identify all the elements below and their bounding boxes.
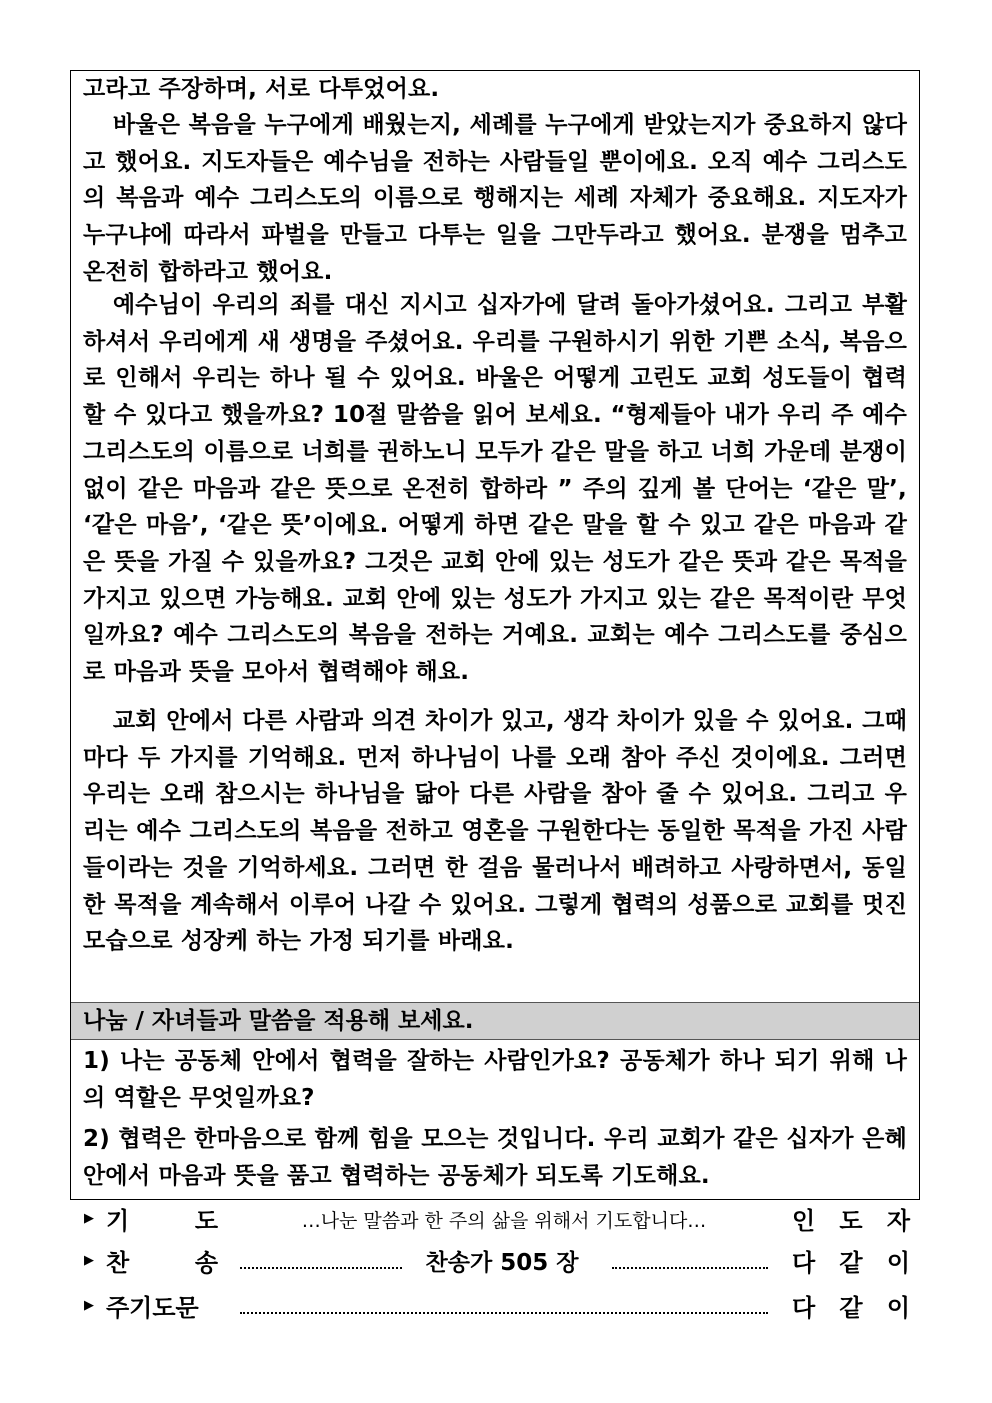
order-leader-prayer: 인 도 자 xyxy=(792,1207,910,1235)
sharing-question-1: 1) 나는 공동체 안에서 협력을 잘하는 사람인가요? 공동체가 하나 되기 위해 나의 역할은 무엇일까요? xyxy=(83,1048,907,1111)
content-box xyxy=(70,70,920,1200)
leader-dots xyxy=(240,1267,402,1269)
leader-dots xyxy=(612,1267,768,1269)
order-row-lords-prayer xyxy=(84,1288,910,1328)
order-label-lords-prayer: 주기도문 xyxy=(106,1294,199,1322)
paragraph-paul-baptism: 바울은 복음을 누구에게 배웠는지, 세례를 누구에게 받았는지가 중요하지 않다고 했어요. 지도자들은 예수님을 전하는 사람들일 뿐이에요. 오직 예수 그리스도의 복음과 예수 그리스도의 이름으로 행해지는 세례 자체가 중요해요. 지도자가 누구냐에 따라서 파벌을 만들고 다투는 일을 그만두라고 했어요. 분쟁을 멈추고 온전히 합하라고 했어요. xyxy=(83,112,907,285)
paragraph-cooperation: 교회 안에서 다른 사람과 의견 차이가 있고, 생각 차이가 있을 수 있어요. 그때마다 두 가지를 기억해요. 먼저 하나님이 나를 오래 참아 주신 것이에요. 그러면 우리는 오래 참으시는 하나님을 닮아 다른 사람을 참아 줄 수 있어요. 그리고 우리는 예수 그리스도의 복음을 전하고 영혼을 구원한다는 동일한 목적을 가진 사람들이라는 것을 기억하세요. 그러면 한 걸음 물러나서 배려하고 사랑하면서, 동일한 목적을 계속해서 이루어 나갈 수 있어요. 그렇게 협력의 성품으로 교회를 멋진 모습으로 성장케 하는 가정 되기를 바래요. xyxy=(83,708,907,955)
order-desc-hymn: 찬송가 505 장 xyxy=(425,1250,579,1276)
arrow-icon: ▶ xyxy=(84,1211,94,1226)
order-label-prayer: 기 도 xyxy=(106,1207,218,1235)
order-leader-lords-prayer: 다 같 이 xyxy=(792,1294,910,1322)
sharing-title: 나눔 / 자녀들과 말씀을 적용해 보세요. xyxy=(83,1008,474,1034)
leader-dots xyxy=(240,1312,768,1314)
arrow-icon: ▶ xyxy=(84,1298,94,1313)
paragraph-continuation: 고라고 주장하며, 서로 다투었어요. xyxy=(83,76,440,102)
order-leader-hymn: 다 같 이 xyxy=(792,1249,910,1277)
order-desc-prayer: …나눈 말씀과 한 주의 삶을 위해서 기도합니다… xyxy=(301,1210,707,1232)
arrow-icon: ▶ xyxy=(84,1253,94,1268)
paragraph-gospel-unity: 예수님이 우리의 죄를 대신 지시고 십자가에 달려 돌아가셨어요. 그리고 부활하셔서 우리에게 새 생명을 주셨어요. 우리를 구원하시기 위한 기쁜 소식, 복음으로 인해서 우리는 하나 될 수 있어요. 바울은 어떻게 고린도 교회 성도들이 협력할 수 있다고 했을까요? 10절 말씀을 읽어 보세요. “형제들아 내가 우리 주 예수 그리스도의 이름으로 너희를 권하노니 모두가 같은 말을 하고 너희 가운데 분쟁이 없이 같은 마음과 같은 뜻으로 온전히 합하라 ” 주의 깊게 볼 단어는 ‘같은 말’, ‘같은 마음’, ‘같은 뜻’이에요. 어떻게 하면 같은 말을 할 수 있고 같은 마음과 같은 뜻을 가질 수 있을까요? 그것은 교회 안에 있는 성도가 같은 뜻과 같은 목적을 가지고 있으면 가능해요. 교회 안에 있는 성도가 가지고 있는 같은 목적이란 무엇일까요? 예수 그리스도의 복음을 전하는 거예요. 교회는 예수 그리스도를 중심으로 마음과 뜻을 모아서 협력해야 해요. xyxy=(83,292,907,686)
sharing-question-2: 2) 협력은 한마음으로 함께 힘을 모으는 것입니다. 우리 교회가 같은 십자가 은혜 안에서 마음과 뜻을 품고 협력하는 공동체가 되도록 기도해요. xyxy=(83,1126,907,1189)
order-row-hymn xyxy=(84,1243,910,1283)
order-row-prayer xyxy=(84,1201,910,1241)
order-label-hymn: 찬 송 xyxy=(106,1249,218,1277)
sharing-header xyxy=(71,1002,919,1040)
